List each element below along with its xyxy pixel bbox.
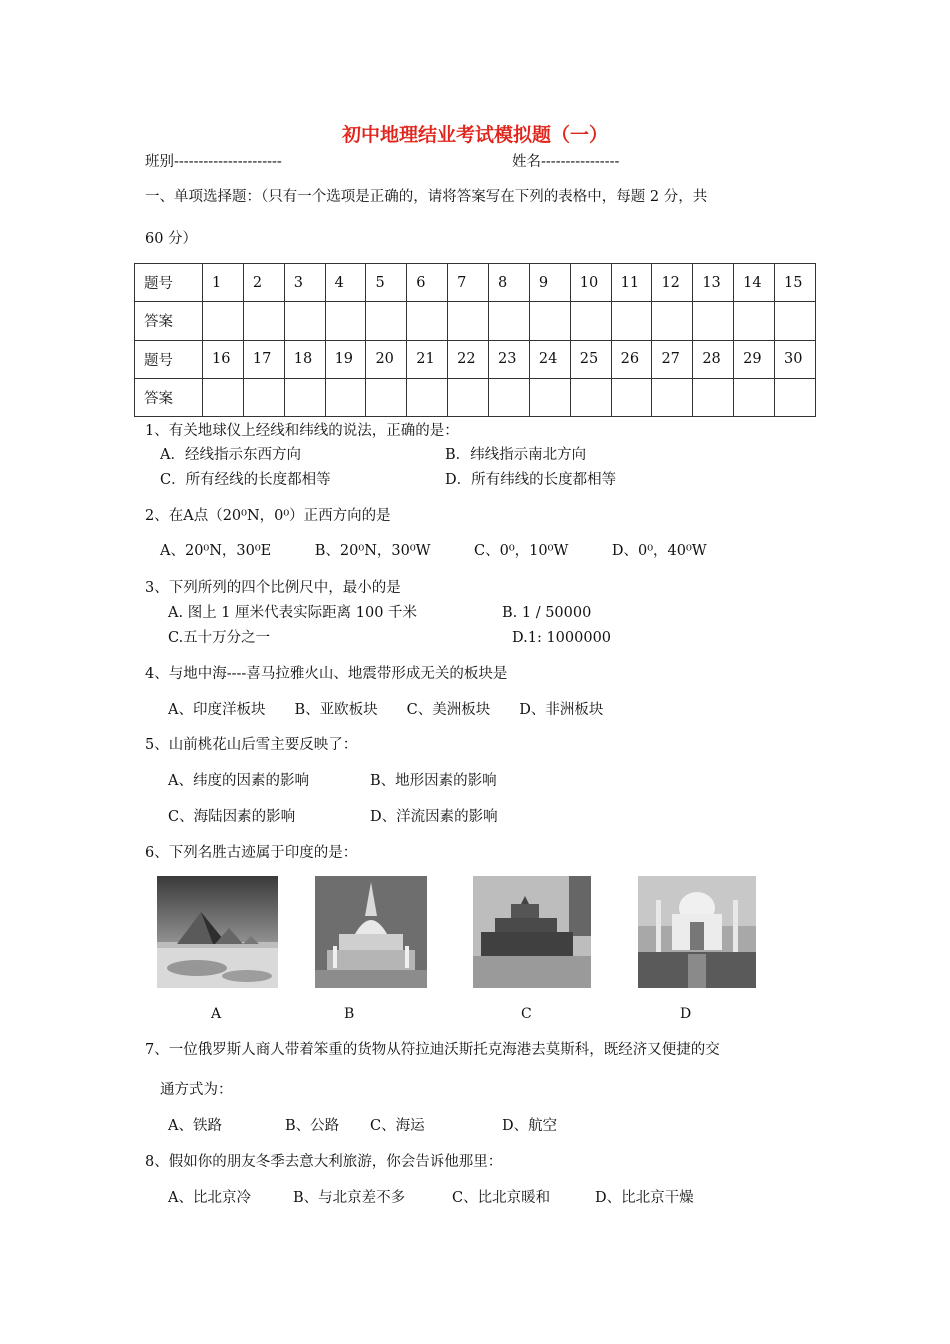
question-number-cell: 26 bbox=[611, 340, 652, 378]
answer-cell-17[interactable] bbox=[243, 378, 284, 416]
question-number-cell: 6 bbox=[407, 264, 448, 302]
question-number-cell: 23 bbox=[489, 340, 530, 378]
answer-cell-22[interactable] bbox=[448, 378, 489, 416]
question-number-cell: 12 bbox=[652, 264, 693, 302]
number-label: 题号 bbox=[135, 340, 203, 378]
question-2-options: A、20⁰N，30⁰E B、20⁰N，30⁰W C、0⁰，10⁰W D、0⁰，40⁰W bbox=[160, 543, 707, 559]
answer-cell-8[interactable] bbox=[489, 302, 530, 340]
question-number-cell: 24 bbox=[529, 340, 570, 378]
question-number-cell: 13 bbox=[693, 264, 734, 302]
photo-caption-b: B bbox=[344, 1006, 355, 1022]
question-number-cell: 16 bbox=[203, 340, 244, 378]
question-7-option-d: D、航空 bbox=[502, 1118, 558, 1134]
question-5-stem: 5、山前桃花山后雪主要反映了： bbox=[145, 737, 358, 753]
answer-cell-24[interactable] bbox=[529, 378, 570, 416]
question-number-cell: 27 bbox=[652, 340, 693, 378]
question-8-option-c: C、比北京暖和 bbox=[452, 1190, 551, 1206]
answer-cell-6[interactable] bbox=[407, 302, 448, 340]
answer-cell-28[interactable] bbox=[693, 378, 734, 416]
answer-cell-7[interactable] bbox=[448, 302, 489, 340]
answer-cell-27[interactable] bbox=[652, 378, 693, 416]
question-7-stem: 7、一位俄罗斯人商人带着笨重的货物从符拉迪沃斯托克海港去莫斯科，既经济又便捷的交 bbox=[145, 1042, 720, 1058]
answer-cell-21[interactable] bbox=[407, 378, 448, 416]
question-number-cell: 20 bbox=[366, 340, 407, 378]
photo-caption-a: A bbox=[211, 1006, 222, 1022]
question-number-cell: 15 bbox=[775, 264, 816, 302]
question-number-cell: 17 bbox=[243, 340, 284, 378]
answer-cell-15[interactable] bbox=[775, 302, 816, 340]
question-8-option-b: B、与北京差不多 bbox=[293, 1190, 406, 1206]
class-label: 班别---------------------- bbox=[145, 154, 282, 170]
question-number-cell: 11 bbox=[611, 264, 652, 302]
answer-cell-13[interactable] bbox=[693, 302, 734, 340]
answer-cell-30[interactable] bbox=[775, 378, 816, 416]
question-number-cell: 21 bbox=[407, 340, 448, 378]
answer-cell-1[interactable] bbox=[203, 302, 244, 340]
question-number-cell: 4 bbox=[325, 264, 366, 302]
question-2-stem: 2、在A点（20⁰N，0⁰）正西方向的是 bbox=[145, 508, 391, 524]
answer-cell-5[interactable] bbox=[366, 302, 407, 340]
question-3-option-c: C.五十万分之一 bbox=[168, 630, 271, 646]
question-5-option-c: C、海陆因素的影响 bbox=[168, 809, 296, 825]
photo-caption-d: D bbox=[680, 1006, 692, 1022]
question-7-option-c: C、海运 bbox=[370, 1118, 425, 1134]
question-4-stem: 4、与地中海----喜马拉雅火山、地震带形成无关的板块是 bbox=[145, 666, 508, 682]
question-number-cell: 28 bbox=[693, 340, 734, 378]
answer-label: 答案 bbox=[135, 302, 203, 340]
answer-cell-3[interactable] bbox=[284, 302, 325, 340]
question-number-cell: 8 bbox=[489, 264, 530, 302]
page-title: 初中地理结业考试模拟题（一） bbox=[341, 124, 608, 146]
answer-cell-4[interactable] bbox=[325, 302, 366, 340]
section-heading-cont: 60 分） bbox=[145, 231, 198, 247]
question-number-cell: 3 bbox=[284, 264, 325, 302]
question-number-cell: 18 bbox=[284, 340, 325, 378]
answer-cell-29[interactable] bbox=[734, 378, 775, 416]
answer-cell-25[interactable] bbox=[570, 378, 611, 416]
question-number-cell: 1 bbox=[203, 264, 244, 302]
question-number-cell: 25 bbox=[570, 340, 611, 378]
question-number-cell: 22 bbox=[448, 340, 489, 378]
question-1-option-d: D．所有纬线的长度都相等 bbox=[445, 472, 617, 488]
answer-cell-14[interactable] bbox=[734, 302, 775, 340]
question-5-option-a: A、纬度的因素的影响 bbox=[168, 773, 309, 789]
question-7-option-b: B、公路 bbox=[285, 1118, 340, 1134]
question-7-option-a: A、铁路 bbox=[168, 1118, 222, 1134]
question-8-stem: 8、假如你的朋友冬季去意大利旅游，你会告诉他那里： bbox=[145, 1154, 503, 1170]
table-row bbox=[135, 264, 816, 302]
name-label: 姓名---------------- bbox=[512, 154, 620, 170]
question-3-stem: 3、下列所列的四个比例尺中，最小的是 bbox=[145, 580, 401, 596]
question-7-stem-cont: 通方式为： bbox=[160, 1082, 233, 1098]
answer-cell-10[interactable] bbox=[570, 302, 611, 340]
answer-cell-2[interactable] bbox=[243, 302, 284, 340]
question-number-cell: 19 bbox=[325, 340, 366, 378]
question-number-cell: 2 bbox=[243, 264, 284, 302]
number-label: 题号 bbox=[135, 264, 203, 302]
taj-mahal-photo bbox=[638, 876, 756, 988]
question-1-stem: 1、有关地球仪上经线和纬线的说法，正确的是： bbox=[145, 423, 459, 439]
question-8-option-d: D、比北京干燥 bbox=[595, 1190, 694, 1206]
answer-table bbox=[134, 263, 816, 417]
pyramid-photo bbox=[157, 876, 278, 988]
answer-label: 答案 bbox=[135, 378, 203, 416]
answer-cell-23[interactable] bbox=[489, 378, 530, 416]
question-3-option-a: A. 图上 1 厘米代表实际距离 100 千米 bbox=[168, 605, 418, 621]
photo-caption-c: C bbox=[521, 1006, 532, 1022]
question-number-cell: 5 bbox=[366, 264, 407, 302]
answer-cell-11[interactable] bbox=[611, 302, 652, 340]
question-6-stem: 6、下列名胜古迹属于印度的是： bbox=[145, 845, 358, 861]
answer-cell-12[interactable] bbox=[652, 302, 693, 340]
answer-cell-16[interactable] bbox=[203, 378, 244, 416]
section-heading: 一、单项选择题：（只有一个选项是正确的，请将答案写在下列的表格中，每题 2 分，共 bbox=[145, 189, 708, 205]
pagoda-photo bbox=[315, 876, 427, 988]
question-number-cell: 9 bbox=[529, 264, 570, 302]
question-5-option-b: B、地形因素的影响 bbox=[370, 773, 497, 789]
question-5-option-d: D、洋流因素的影响 bbox=[370, 809, 498, 825]
question-number-cell: 7 bbox=[448, 264, 489, 302]
table-row bbox=[135, 302, 816, 340]
question-3-option-d: D.1: 1000000 bbox=[512, 630, 612, 646]
question-number-cell: 29 bbox=[734, 340, 775, 378]
table-row bbox=[135, 378, 816, 416]
question-1-option-c: C．所有经线的长度都相等 bbox=[160, 472, 331, 488]
answer-cell-19[interactable] bbox=[325, 378, 366, 416]
question-8-option-a: A、比北京冷 bbox=[168, 1190, 251, 1206]
question-number-cell: 30 bbox=[775, 340, 816, 378]
answer-cell-18[interactable] bbox=[284, 378, 325, 416]
question-number-cell: 10 bbox=[570, 264, 611, 302]
borobudur-photo bbox=[473, 876, 591, 988]
question-4-options: A、印度洋板块 B、亚欧板块 C、美洲板块 D、非洲板块 bbox=[168, 702, 604, 718]
question-number-cell: 14 bbox=[734, 264, 775, 302]
answer-cell-26[interactable] bbox=[611, 378, 652, 416]
answer-cell-20[interactable] bbox=[366, 378, 407, 416]
question-1-option-b: B．纬线指示南北方向 bbox=[445, 447, 587, 463]
table-row bbox=[135, 340, 816, 378]
question-3-option-b: B. 1 / 50000 bbox=[502, 605, 592, 621]
answer-cell-9[interactable] bbox=[529, 302, 570, 340]
question-1-option-a: A．经线指示东西方向 bbox=[160, 447, 301, 463]
